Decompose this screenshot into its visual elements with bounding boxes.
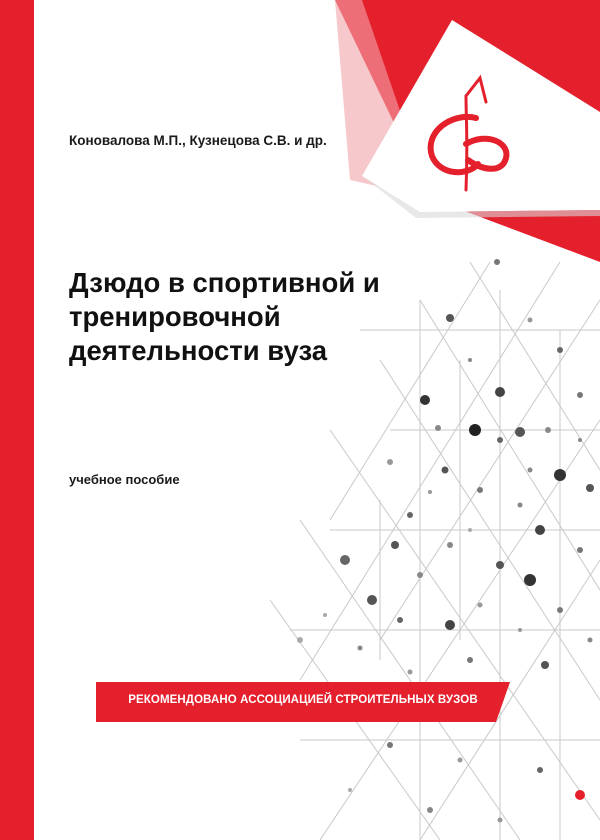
title-line-1: Дзюдо в спортивной и xyxy=(69,267,380,298)
book-type-subtitle: учебное пособие xyxy=(69,472,180,487)
title-line-3: деятельности вуза xyxy=(69,335,328,366)
authors-line: Коновалова М.П., Кузнецова С.В. и др. xyxy=(69,133,327,148)
title-line-2: тренировочной xyxy=(69,301,281,332)
book-title xyxy=(69,266,449,368)
recommendation-banner-text: РЕКОМЕНДОВАНО АССОЦИАЦИЕЙ СТРОИТЕЛЬНЫХ ВУЗОВ xyxy=(128,694,478,706)
